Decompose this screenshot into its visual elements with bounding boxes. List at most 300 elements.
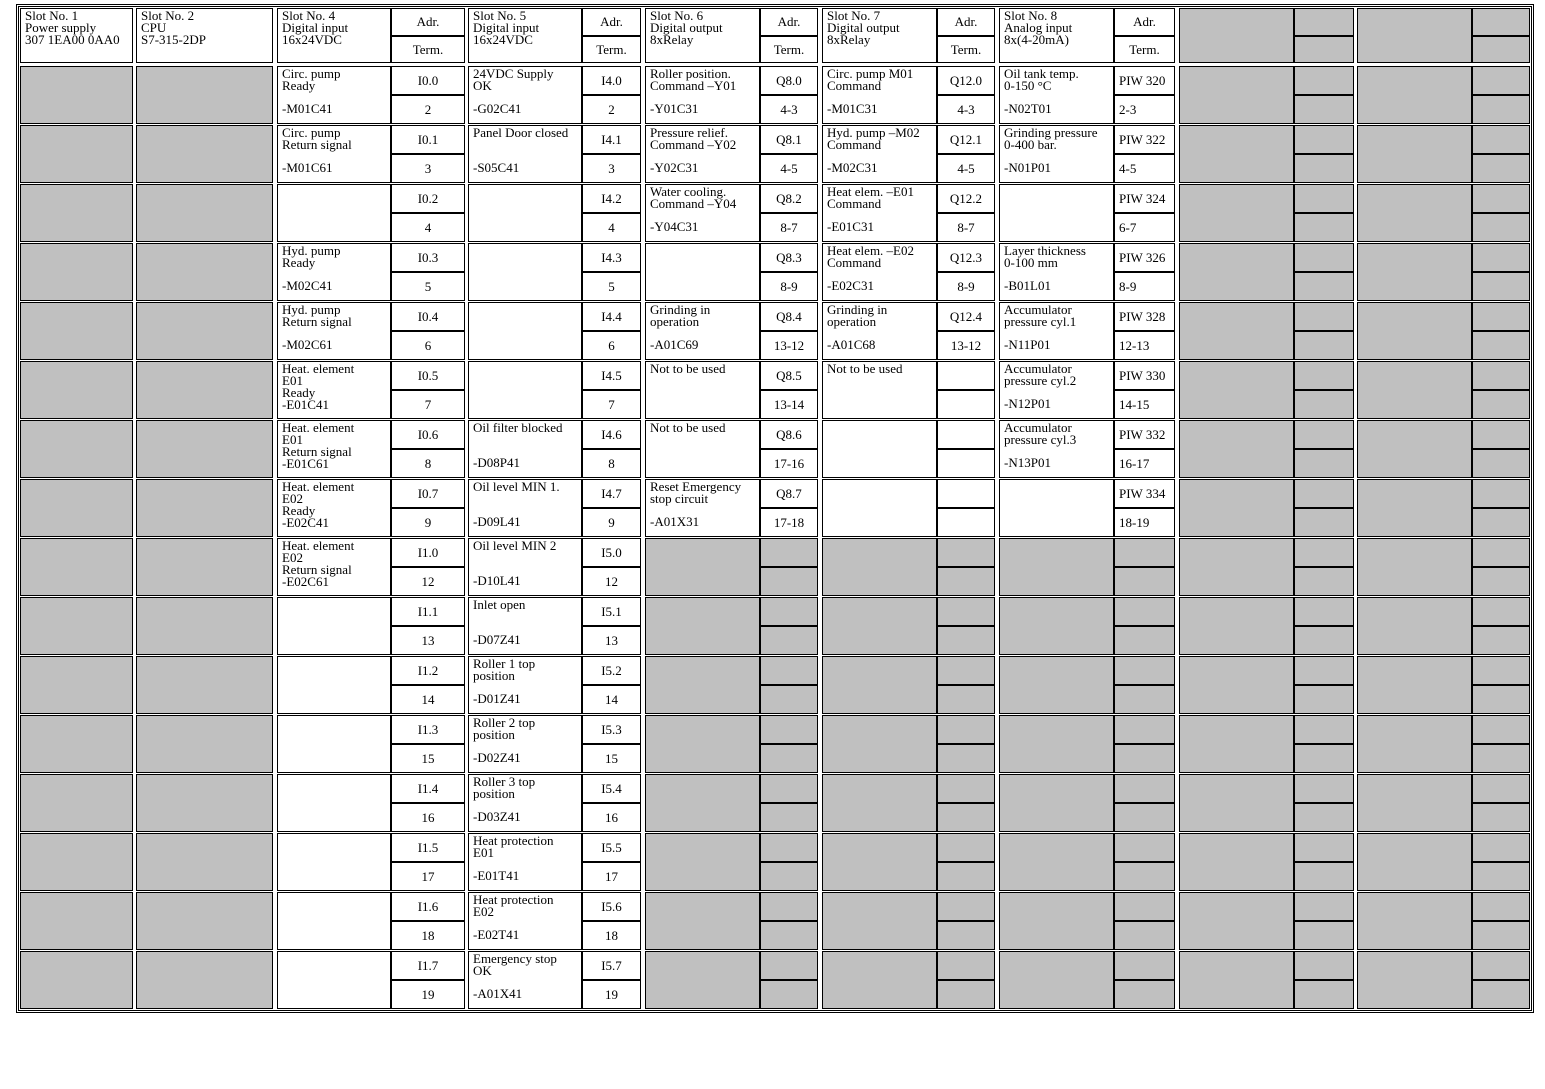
channel-description [999, 184, 1114, 242]
channel-address [582, 125, 641, 154]
empty-cpu-slot-row [136, 243, 273, 301]
channel-address [391, 538, 465, 567]
empty-slot-adr [1472, 302, 1530, 331]
channel-terminal-value: 13-14 [773, 396, 805, 412]
channel-address [937, 66, 995, 95]
unused-channel [822, 715, 937, 773]
empty-slot-adr [1472, 774, 1530, 803]
channel-address [760, 361, 818, 390]
empty-slot-channel [1357, 479, 1472, 537]
empty-power-slot-row [20, 420, 133, 478]
channel-tag: -E02T41 [473, 927, 520, 942]
slot-header [20, 8, 133, 63]
empty-slot-channel [1179, 125, 1294, 183]
channel-label: Roller 3 top position [473, 774, 536, 801]
channel-terminal [760, 331, 818, 360]
channel-terminal-value: 9 [608, 514, 615, 530]
unused-adr [1114, 951, 1175, 980]
channel-label: Accumulator pressure cyl.2 [1004, 361, 1077, 388]
term-header [937, 36, 995, 63]
channel-address-value: I0.7 [417, 485, 439, 501]
channel-terminal [391, 744, 465, 773]
channel-address [760, 125, 818, 154]
empty-slot-term [1294, 331, 1354, 360]
channel-address [391, 302, 465, 331]
channel-address [937, 361, 995, 390]
unused-channel [645, 774, 760, 832]
channel-description [277, 833, 391, 891]
channel-description [468, 538, 582, 596]
channel-terminal-value: 17-16 [773, 455, 805, 471]
channel-terminal-value [938, 391, 994, 418]
channel-address [582, 479, 641, 508]
channel-description [645, 302, 760, 360]
channel-description [999, 243, 1114, 301]
empty-slot-channel [1179, 715, 1294, 773]
channel-terminal [1114, 508, 1175, 537]
empty-slot-adr [1472, 597, 1530, 626]
channel-terminal-value: 7 [608, 396, 615, 412]
unused-term [937, 567, 995, 596]
empty-cpu-slot-row [136, 361, 273, 419]
empty-slot-term [1294, 213, 1354, 242]
channel-tag: -Y04C31 [650, 219, 699, 234]
channel-terminal [391, 862, 465, 891]
channel-description [468, 479, 582, 537]
channel-terminal [391, 626, 465, 655]
channel-address-value [938, 421, 994, 448]
channel-address-value: I4.6 [601, 426, 622, 442]
empty-slot-channel [1179, 420, 1294, 478]
channel-description [277, 302, 391, 360]
empty-power-slot-row [20, 715, 133, 773]
empty-power-slot-row [20, 597, 133, 655]
channel-address [391, 715, 465, 744]
channel-description [645, 184, 760, 242]
channel-terminal-value: 4-5 [1119, 160, 1137, 176]
channel-terminal-value: 8-7 [957, 219, 975, 235]
channel-terminal-value: 15 [421, 750, 435, 766]
channel-label: Roller position. Command –Y01 [650, 66, 737, 93]
unused-term [760, 744, 818, 773]
channel-terminal [760, 154, 818, 183]
unused-channel [645, 597, 760, 655]
empty-power-slot-row [20, 302, 133, 360]
unused-term [1114, 685, 1175, 714]
channel-address-value: Q8.6 [776, 426, 802, 442]
unused-term [937, 685, 995, 714]
channel-terminal [582, 449, 641, 478]
channel-address-value: PIW 332 [1119, 426, 1166, 442]
term-header [1114, 36, 1175, 63]
empty-slot-adr [1294, 302, 1354, 331]
unused-channel [999, 774, 1114, 832]
slot-header [136, 8, 273, 63]
channel-terminal [760, 272, 818, 301]
empty-slot-adr [1294, 833, 1354, 862]
channel-address-value: I1.5 [417, 839, 439, 855]
channel-address-value: I1.7 [417, 957, 439, 973]
adr-header-label: Adr. [954, 14, 978, 29]
unused-term [760, 862, 818, 891]
channel-description [822, 420, 937, 478]
channel-terminal-value: 8-9 [957, 278, 975, 294]
channel-terminal [391, 567, 465, 596]
empty-slot-channel [1357, 892, 1472, 950]
empty-slot-term [1472, 36, 1530, 63]
slot-header [277, 8, 391, 63]
empty-slot-adr [1472, 479, 1530, 508]
channel-terminal-value: 4 [608, 219, 615, 235]
channel-address-value: I0.1 [417, 131, 439, 147]
channel-address-value: I5.6 [601, 898, 622, 914]
channel-address [582, 597, 641, 626]
channel-description [822, 479, 937, 537]
channel-label: Circ. pump Ready [282, 66, 341, 93]
empty-slot-adr [1472, 420, 1530, 449]
channel-address [391, 774, 465, 803]
channel-tag: -D08P41 [473, 455, 520, 470]
empty-slot-term [1294, 154, 1354, 183]
channel-terminal [937, 449, 995, 478]
channel-description [277, 66, 391, 124]
unused-channel [999, 597, 1114, 655]
channel-terminal [582, 803, 641, 832]
channel-label: Heat protection E02 [473, 892, 554, 919]
channel-description [645, 243, 760, 301]
channel-description [277, 597, 391, 655]
unused-channel [822, 656, 937, 714]
channel-address-value: Q8.2 [776, 190, 802, 206]
unused-adr [1114, 538, 1175, 567]
channel-address-value: I4.7 [601, 485, 622, 501]
empty-slot-adr [1472, 715, 1530, 744]
empty-slot-adr [1472, 66, 1530, 95]
channel-terminal [391, 803, 465, 832]
slot-header-title: Slot No. 1 Power supply 307 1EA00 0AA0 [25, 8, 120, 47]
unused-adr [937, 774, 995, 803]
unused-term [1114, 921, 1175, 950]
empty-slot-term [1294, 744, 1354, 773]
unused-channel [999, 715, 1114, 773]
channel-label: 24VDC Supply OK [473, 66, 554, 93]
adr-header-label: Adr. [777, 14, 801, 29]
channel-description [468, 420, 582, 478]
channel-address-value: I5.0 [601, 544, 622, 560]
unused-channel [645, 538, 760, 596]
adr-header [1114, 8, 1175, 36]
empty-slot-adr [1294, 538, 1354, 567]
empty-slot-term [1294, 626, 1354, 655]
channel-terminal [391, 508, 465, 537]
channel-address-value: PIW 320 [1119, 72, 1166, 88]
channel-label: Accumulator pressure cyl.1 [1004, 302, 1077, 329]
empty-slot-adr [1472, 892, 1530, 921]
empty-slot-term [1472, 803, 1530, 832]
slot-header-title: Slot No. 8 Analog input 8x(4-20mA) [1004, 8, 1073, 47]
unused-term [1114, 744, 1175, 773]
channel-address [582, 66, 641, 95]
empty-cpu-slot-row [136, 420, 273, 478]
channel-address-value: I4.1 [601, 131, 622, 147]
unused-term [937, 921, 995, 950]
empty-slot-term [1472, 744, 1530, 773]
channel-label: Accumulator pressure cyl.3 [1004, 420, 1077, 447]
channel-terminal-value: 13 [421, 632, 435, 648]
empty-slot-term [1294, 390, 1354, 419]
channel-terminal [391, 390, 465, 419]
empty-slot-channel [1357, 184, 1472, 242]
empty-slot-channel [1357, 243, 1472, 301]
slot-header [645, 8, 760, 63]
channel-description [468, 597, 582, 655]
channel-terminal [760, 449, 818, 478]
channel-description [822, 184, 937, 242]
channel-terminal [937, 272, 995, 301]
channel-description [468, 951, 582, 1009]
channel-label: Heat elem. –E02 Command [827, 243, 914, 270]
channel-terminal [760, 95, 818, 124]
channel-tag: -B01L01 [1004, 278, 1051, 293]
channel-address-value: I4.3 [601, 249, 622, 265]
channel-label: Oil tank temp. 0-150 °C [1004, 66, 1079, 93]
channel-address-value: Q12.0 [949, 72, 983, 88]
channel-description [822, 302, 937, 360]
channel-label: Hyd. pump Return signal [282, 302, 352, 329]
unused-adr [1114, 892, 1175, 921]
channel-description [468, 184, 582, 242]
unused-channel [645, 656, 760, 714]
unused-term [937, 626, 995, 655]
channel-terminal-value: 14 [605, 691, 618, 707]
channel-terminal [391, 213, 465, 242]
channel-address-value: PIW 330 [1119, 367, 1166, 383]
channel-description [999, 125, 1114, 183]
empty-cpu-slot-row [136, 302, 273, 360]
channel-description [277, 361, 391, 419]
channel-description [645, 125, 760, 183]
adr-header [391, 8, 465, 36]
channel-description [277, 892, 391, 950]
channel-description [645, 420, 760, 478]
channel-address-value: I1.0 [417, 544, 439, 560]
empty-power-slot-row [20, 66, 133, 124]
channel-address-value: I0.0 [417, 72, 439, 88]
channel-tag: -D09L41 [473, 514, 521, 529]
channel-address-value [938, 480, 994, 507]
channel-tag: -G02C41 [473, 101, 522, 116]
channel-terminal-value: 7 [424, 396, 432, 412]
empty-slot-channel [1357, 302, 1472, 360]
adr-header [937, 8, 995, 36]
empty-slot-term [1472, 95, 1530, 124]
channel-tag: -E01C31 [827, 219, 874, 234]
channel-address [1114, 125, 1175, 154]
channel-address-value: Q8.3 [776, 249, 802, 265]
channel-terminal [582, 921, 641, 950]
channel-tag: -S05C41 [473, 160, 520, 175]
unused-term [1114, 567, 1175, 596]
channel-label: Layer thickness 0-100 mm [1004, 243, 1086, 270]
empty-power-slot-row [20, 479, 133, 537]
channel-terminal [391, 331, 465, 360]
channel-terminal-value: 9 [424, 514, 432, 530]
channel-terminal [582, 213, 641, 242]
empty-slot-header [1179, 8, 1294, 63]
channel-address-value: I0.4 [417, 308, 439, 324]
channel-address [391, 951, 465, 980]
channel-terminal-value: 19 [421, 986, 435, 1002]
channel-label: Roller 1 top position [473, 656, 536, 683]
channel-tag: -D07Z41 [473, 632, 521, 647]
channel-address [582, 833, 641, 862]
channel-terminal-value: 17 [605, 868, 618, 884]
channel-description [468, 656, 582, 714]
channel-terminal-value: 13-12 [773, 337, 805, 353]
channel-tag: -D03Z41 [473, 809, 521, 824]
channel-address-value: I0.3 [417, 249, 439, 265]
empty-slot-term [1294, 803, 1354, 832]
unused-adr [760, 538, 818, 567]
channel-terminal [937, 508, 995, 537]
channel-description [468, 833, 582, 891]
channel-terminal-value: 4-3 [957, 101, 975, 117]
channel-label: Hyd. pump –M02 Command [827, 125, 920, 152]
channel-terminal-value: 8-9 [780, 278, 798, 294]
empty-cpu-slot-row [136, 951, 273, 1009]
channel-address [1114, 479, 1175, 508]
channel-address-value: PIW 326 [1119, 249, 1166, 265]
empty-slot-channel [1357, 833, 1472, 891]
unused-adr [760, 597, 818, 626]
channel-label: Reset Emergency stop circuit [650, 479, 742, 506]
channel-address-value: Q12.1 [949, 131, 983, 147]
unused-term [937, 980, 995, 1009]
channel-address [937, 125, 995, 154]
io-assignment-sheet [16, 4, 1534, 1013]
channel-address [391, 656, 465, 685]
channel-address-value: I5.1 [601, 603, 622, 619]
unused-channel [822, 951, 937, 1009]
adr-header-label: Adr. [1133, 14, 1156, 29]
empty-slot-channel [1357, 420, 1472, 478]
empty-slot-channel [1357, 715, 1472, 773]
unused-adr [1114, 774, 1175, 803]
channel-label: Not to be used [650, 361, 726, 376]
empty-slot-term [1294, 508, 1354, 537]
empty-slot-adr [1294, 774, 1354, 803]
empty-slot-channel [1179, 361, 1294, 419]
unused-channel [645, 892, 760, 950]
channel-description [468, 125, 582, 183]
channel-description [277, 656, 391, 714]
channel-label: Grinding in operation [827, 302, 888, 329]
channel-address [582, 951, 641, 980]
adr-header-label: Adr. [600, 14, 623, 29]
channel-description [277, 538, 391, 596]
channel-label: Oil filter blocked [473, 420, 563, 435]
channel-terminal-value: 12 [605, 573, 618, 589]
channel-terminal [1114, 272, 1175, 301]
empty-slot-channel [1179, 833, 1294, 891]
channel-description [468, 361, 582, 419]
empty-slot-adr [1472, 184, 1530, 213]
term-header-label: Term. [596, 41, 627, 57]
channel-address-value: PIW 334 [1119, 485, 1166, 501]
channel-terminal-value: 8 [424, 455, 432, 471]
channel-label: Water cooling. Command –Y04 [650, 184, 737, 211]
empty-slot-adr [1294, 8, 1354, 36]
channel-address [937, 420, 995, 449]
channel-description [277, 715, 391, 773]
channel-address-value: I1.3 [417, 721, 439, 737]
empty-slot-term [1294, 36, 1354, 63]
empty-power-slot-row [20, 833, 133, 891]
channel-terminal-value: 4-5 [957, 160, 975, 176]
empty-slot-adr [1294, 243, 1354, 272]
channel-address-value: I5.3 [601, 721, 622, 737]
channel-tag: -A01C69 [650, 337, 699, 352]
empty-slot-adr [1294, 361, 1354, 390]
channel-address-value [938, 362, 994, 389]
empty-slot-adr [1294, 892, 1354, 921]
empty-slot-adr [1294, 66, 1354, 95]
unused-channel [999, 538, 1114, 596]
channel-terminal-value: 16 [605, 809, 618, 825]
channel-label: Heat protection E01 [473, 833, 554, 860]
unused-adr [1114, 597, 1175, 626]
channel-terminal-value: 6 [608, 337, 615, 353]
channel-terminal-value: 6 [424, 337, 432, 353]
channel-terminal [582, 685, 641, 714]
channel-address [582, 656, 641, 685]
channel-tag: -A01X31 [650, 514, 700, 529]
channel-terminal-value: 8 [608, 455, 615, 471]
channel-tag: -Y01C31 [650, 101, 699, 116]
empty-slot-term [1472, 921, 1530, 950]
channel-terminal [760, 508, 818, 537]
channel-terminal-value: 2 [608, 101, 615, 117]
channel-description [468, 715, 582, 773]
unused-term [760, 567, 818, 596]
empty-slot-adr [1472, 8, 1530, 36]
channel-tag: -M02C31 [827, 160, 878, 175]
unused-channel [822, 597, 937, 655]
unused-adr [760, 892, 818, 921]
channel-address-value: I5.5 [601, 839, 622, 855]
term-header-label: Term. [1129, 41, 1160, 57]
empty-cpu-slot-row [136, 125, 273, 183]
channel-label: Grinding in operation [650, 302, 711, 329]
channel-description [468, 892, 582, 950]
channel-address-value: I4.2 [601, 190, 622, 206]
empty-slot-adr [1294, 125, 1354, 154]
channel-address-value: Q8.5 [776, 367, 802, 383]
channel-address-value: I1.2 [417, 662, 439, 678]
channel-address [760, 243, 818, 272]
unused-adr [937, 597, 995, 626]
channel-label: Oil level MIN 1. [473, 479, 560, 494]
channel-terminal-value: 18 [605, 927, 618, 943]
empty-cpu-slot-row [136, 656, 273, 714]
channel-terminal [937, 154, 995, 183]
unused-term [1114, 626, 1175, 655]
empty-slot-channel [1179, 951, 1294, 1009]
channel-terminal [391, 95, 465, 124]
slot-header [999, 8, 1114, 63]
unused-term [760, 626, 818, 655]
empty-slot-channel [1179, 184, 1294, 242]
